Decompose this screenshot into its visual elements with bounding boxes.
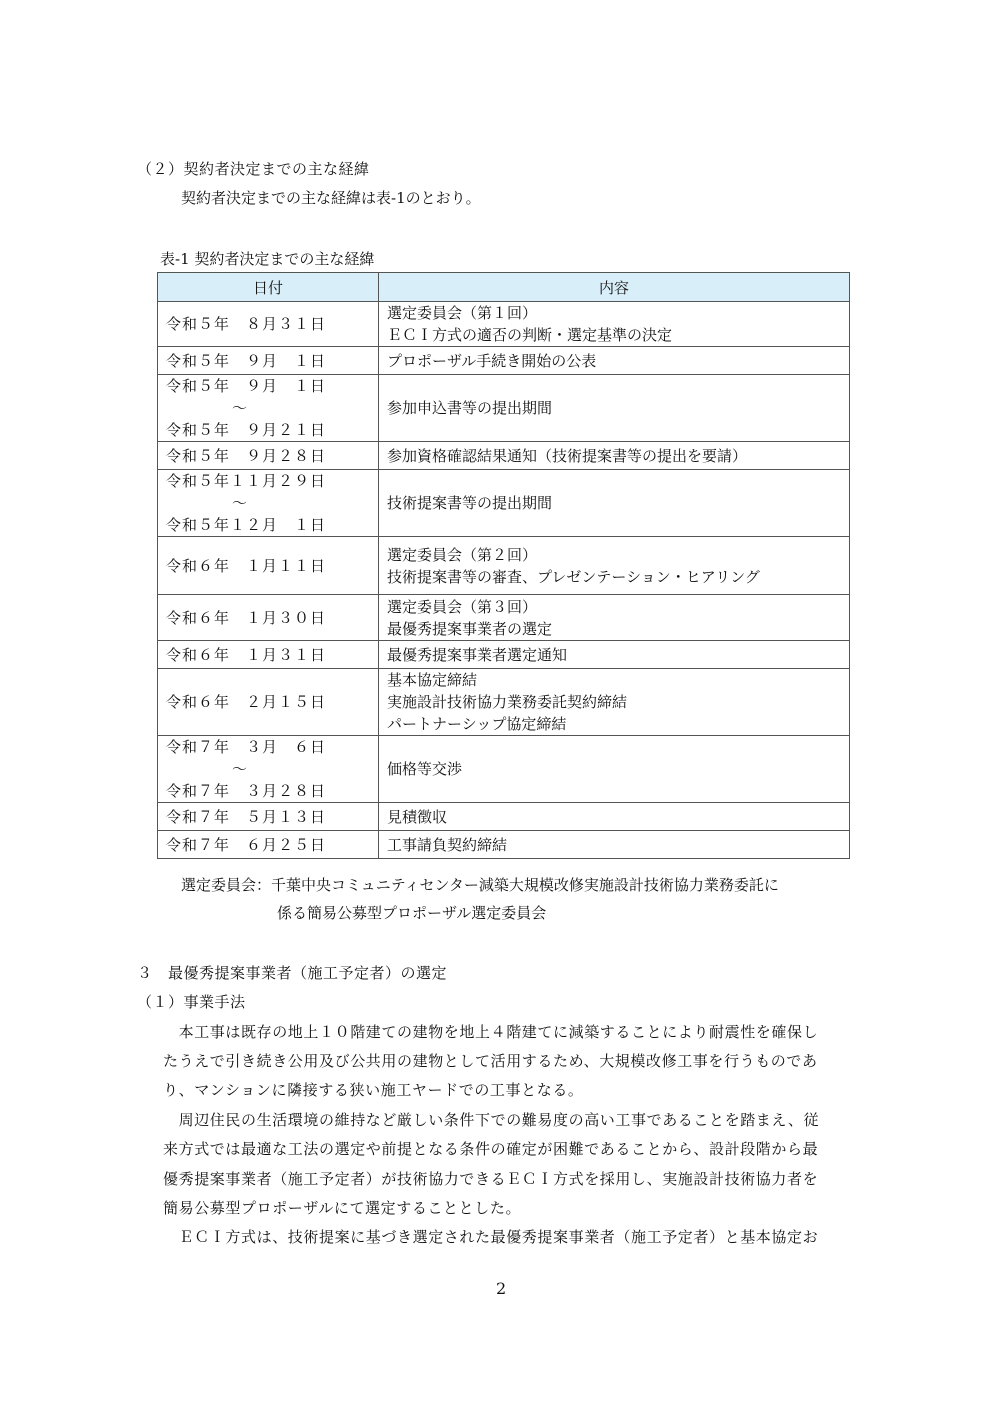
date-range-tilde: 〜 [232, 760, 249, 778]
paragraph-line: ＥＣＩ方式は、技術提案に基づき選定された最優秀提案事業者（施工予定者）と基本協定お [163, 1228, 819, 1246]
content-text: 技術提案書等の審査、プレゼンテーション・ヒアリング [387, 567, 760, 586]
table-row [158, 302, 850, 347]
header-content: 内容 [379, 273, 850, 302]
paragraph-line: 周辺住民の生活環境の維持など厳しい条件下での難易度の高い工事であることを踏まえ、従 [163, 1111, 820, 1129]
content-text: プロポーザル手続き開始の公表 [387, 351, 597, 370]
table-row [158, 442, 850, 470]
content-text: 選定委員会（第１回） [387, 304, 538, 322]
cell-date [158, 595, 379, 641]
subsection-1-heading: （１）事業手法 [137, 993, 246, 1011]
date-text: 令和５年１１月２９日 [166, 472, 327, 490]
table-header-row [158, 273, 850, 302]
header-date: 日付 [158, 273, 379, 302]
content-text: 最優秀提案事業者選定通知 [387, 645, 568, 664]
table-row [158, 831, 850, 859]
date-text: 令和７年 ３月 ６日 [166, 738, 327, 756]
date-text: 令和６年 ２月１５日 [166, 693, 327, 711]
content-text: 価格等交渉 [387, 760, 463, 778]
table-row [158, 641, 850, 669]
table-row [158, 803, 850, 831]
content-text: パートナーシップ協定締結 [387, 715, 567, 733]
cell-content [379, 641, 850, 669]
table-note-line1: 選定委員会：千葉中央コミュニティセンター減築大規模改修実施設計技術協力業務委託に [181, 876, 779, 894]
content-text: 選定委員会（第２回） [387, 545, 538, 564]
content-text: 最優秀提案事業者の選定 [387, 619, 553, 638]
date-text: 令和５年 ９月 １日 [166, 377, 327, 395]
paragraph-line: 本工事は既存の地上１０階建ての建物を地上４階建てに減築することにより耐震性を確保し [163, 1023, 819, 1041]
cell-date [158, 302, 379, 347]
cell-content [379, 736, 850, 803]
date-text: 令和７年 ５月１３日 [166, 807, 327, 826]
date-text: 令和５年１２月 １日 [166, 516, 327, 534]
table-row [158, 669, 850, 736]
date-text: 令和５年 ９月 １日 [166, 351, 327, 370]
content-text: 参加資格確認結果通知（技術提案書等の提出を要請） [387, 446, 748, 465]
paragraph-line: たうえで引き続き公用及び公共用の建物として活用するため、大規模改修工事を行うものであ [163, 1052, 818, 1070]
table-row [158, 375, 850, 442]
section-3-heading: ３ 最優秀提案事業者（施工予定者）の選定 [137, 964, 448, 982]
paragraph-line: り、マンションに隣接する狭い施工ヤードでの工事となる。 [163, 1081, 584, 1099]
table-row [158, 347, 850, 375]
date-text: 令和７年 ６月２５日 [166, 835, 327, 854]
content-text: 工事請負契約締結 [387, 835, 508, 854]
cell-content [379, 669, 850, 736]
table-row [158, 537, 850, 595]
cell-date [158, 736, 379, 803]
cell-content [379, 302, 850, 347]
cell-date [158, 470, 379, 537]
cell-date [158, 537, 379, 595]
page-number: 2 [496, 1279, 507, 1298]
date-range-tilde: 〜 [232, 494, 249, 512]
paragraph-line: 簡易公募型プロポーザルにて選定することとした。 [163, 1199, 522, 1217]
cell-content [379, 537, 850, 595]
cell-content [379, 470, 850, 537]
date-text: 令和６年 １月１１日 [166, 556, 327, 575]
content-text: 基本協定締結 [387, 671, 478, 689]
section-2-heading: （２）契約者決定までの主な経緯 [137, 160, 370, 178]
cell-content [379, 347, 850, 375]
content-text: 技術提案書等の提出期間 [387, 494, 553, 512]
cell-date [158, 641, 379, 669]
schedule-table-body [158, 302, 850, 859]
date-text: 令和６年 １月３１日 [166, 645, 327, 664]
paragraph-line: 来方式では最適な工法の選定や前提となる条件の確定が困難であることから、設計段階から最 [163, 1140, 819, 1158]
date-text: 令和５年 ８月３１日 [166, 315, 327, 333]
content-text: 参加申込書等の提出期間 [387, 399, 553, 417]
table-row [158, 595, 850, 641]
cell-content [379, 375, 850, 442]
cell-content [379, 803, 850, 831]
cell-date [158, 347, 379, 375]
cell-date [158, 442, 379, 470]
content-text: 選定委員会（第３回） [387, 597, 538, 616]
table-note-line2: 係る簡易公募型プロポーザル選定委員会 [277, 904, 547, 922]
cell-date [158, 831, 379, 859]
cell-date [158, 803, 379, 831]
cell-date [158, 375, 379, 442]
content-text: 実施設計技術協力業務委託契約締結 [387, 693, 628, 711]
date-text: 令和５年 ９月２１日 [166, 421, 327, 439]
table-row [158, 736, 850, 803]
cell-content [379, 595, 850, 641]
content-text: ＥＣＩ方式の適否の判断・選定基準の決定 [387, 326, 673, 344]
date-text: 令和５年 ９月２８日 [166, 446, 327, 465]
paragraph-line: 優秀提案事業者（施工予定者）が技術協力できるＥＣＩ方式を採用し、実施設計技術協力者を [163, 1170, 819, 1188]
table-caption: 表-1 契約者決定までの主な経緯 [160, 250, 375, 268]
date-text: 令和６年 １月３０日 [166, 608, 327, 627]
cell-date [158, 669, 379, 736]
date-range-tilde: 〜 [232, 399, 249, 417]
cell-content [379, 831, 850, 859]
cell-content [379, 442, 850, 470]
content-text: 見積徴収 [387, 807, 448, 826]
section-2-intro: 契約者決定までの主な経緯は表-1のとおり。 [181, 189, 481, 207]
schedule-table [157, 272, 850, 859]
date-text: 令和７年 ３月２８日 [166, 782, 327, 800]
table-row [158, 470, 850, 537]
